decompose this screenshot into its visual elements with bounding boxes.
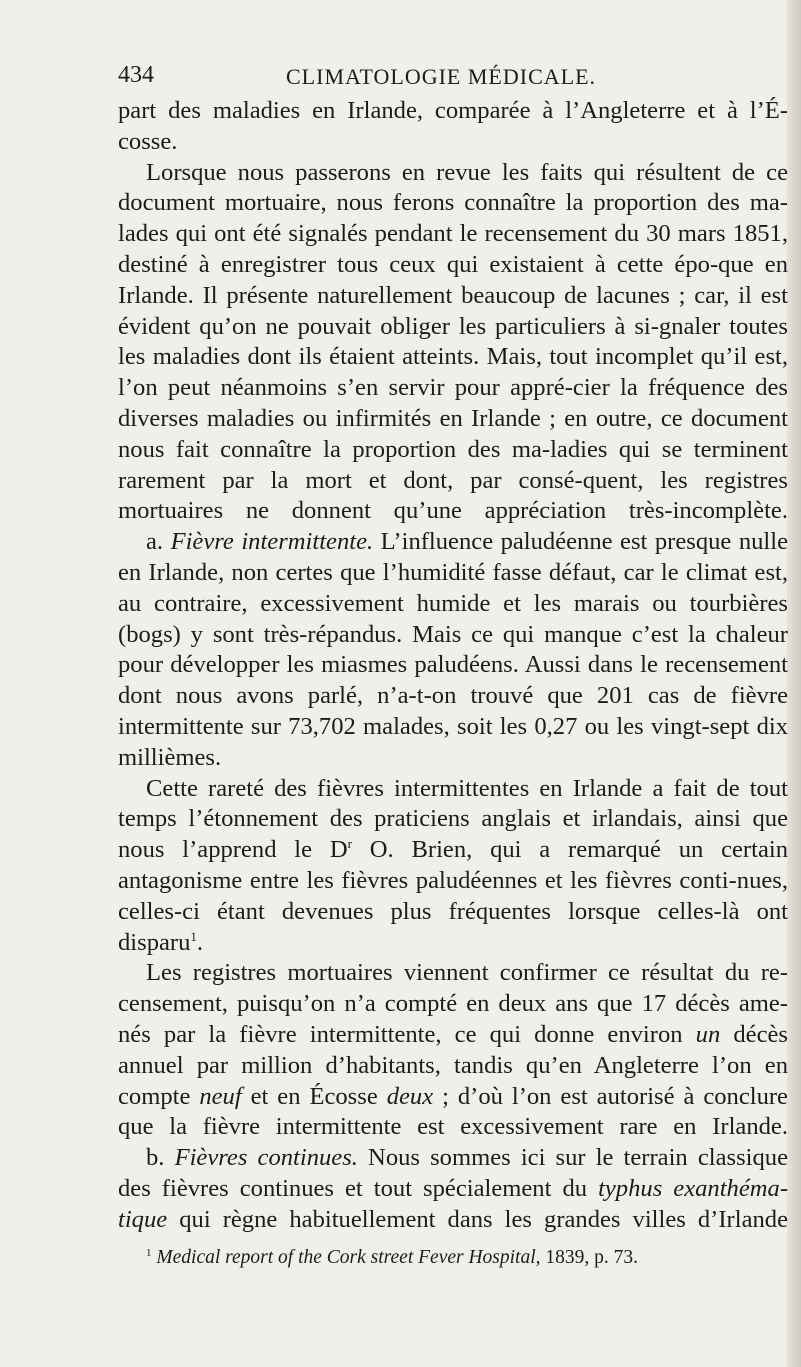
doctor-abbrev-superscript: r	[347, 836, 352, 852]
emphasis-deux: deux	[386, 1082, 434, 1110]
emphasis-neuf: neuf	[199, 1082, 242, 1110]
paragraph-text: Cette rareté des fièvres intermittentes en Irlande a fait de tout temps l’étonnement des praticiens anglais et irlandais, ainsi que nous l’apprend le D	[118, 774, 788, 864]
footnote-reference[interactable]: 1	[190, 928, 197, 944]
book-page	[118, 62, 788, 1271]
paragraph-continuous-fevers	[118, 1143, 788, 1235]
paragraph-text: et en Écosse	[241, 1082, 387, 1110]
emphasis-typhus: typhus exanthéma-tique	[118, 1174, 789, 1233]
paragraph-text: ; d’où l’on est autorisé à conclure que la fièvre intermittente est excessivement rare en Irlande.	[118, 1082, 788, 1141]
section-title-intermittent-fever: Fièvre intermittente.	[170, 528, 374, 556]
section-marker-b: b.	[146, 1144, 165, 1172]
footnote-source-title: Medical report of the Cork street Fever Hospital	[156, 1247, 536, 1269]
paragraph-text: Nous sommes ici sur le terrain classique des fièvres continues et tout spécialement du	[118, 1144, 788, 1202]
paragraph-text: .	[196, 928, 204, 956]
page-number: 434	[118, 62, 154, 88]
paragraph-continuation: part des maladies en Irlande, comparée à l’Angleterre et à l’É-cosse.	[118, 97, 788, 155]
footnote-citation: , 1839, p. 73.	[535, 1247, 639, 1269]
section-title-continuous-fevers: Fièvres continues.	[174, 1144, 358, 1172]
paragraph-text: qui règne habituellement dans les grandes villes d’Irlande	[167, 1205, 788, 1233]
body-text	[118, 96, 788, 1235]
footnote	[118, 1245, 788, 1271]
footnote-number: 1	[146, 1247, 152, 1260]
running-head-title: CLIMATOLOGIE MÉDICALE.	[286, 64, 597, 89]
paragraph-text: O. Brien, qui a remarqué un certain antagonisme entre les fièvres paludéennes et les fièvres conti-nues, celles-ci étant devenues plus fréquentes lorsque celles-là ont disparu	[118, 836, 788, 956]
paragraph-intermittent-fever	[118, 527, 788, 773]
paragraph-census: Lorsque nous passerons en revue les faits qui résultent de ce document mortuaire, nous ferons connaître la proportion des ma-lades qui ont été signalés pendant le recensement du 30 mars 1851, destiné à enregistrer tous ceux qui existaient à cette épo-que en Irlande. Il présente naturellement beaucoup de lacunes ; car, il est évident qu’on ne pouvait obliger les particuliers à si-gnaler toutes les maladies dont ils étaient atteints. Mais, tout incomplet qu’il est, l’on peut néanmoins s’en servir pour appré-cier la fréquence des diverses maladies ou infirmités en Irlande ; en outre, ce document nous fait connaître la proportion des ma-ladies qui se terminent rarement par la mort et dont, par consé-quent, les registres mortuaires ne donnent qu’une appréciation très-incomplète.	[118, 158, 788, 525]
paragraph-rarity	[118, 774, 788, 959]
paragraph-text: L’influence paludéenne est presque nulle en Irlande, non certes que l’humidité fasse défaut, car le climat est, au contraire, excessivement humide et les marais ou tourbières (bogs) y sont très-répandus. Mais ce qui manque c’est la chaleur pour développer les miasmes paludéens. Aussi dans le recensement dont nous avons parlé, n’a-t-on trouvé que 201 cas de fièvre intermittente sur 73,702 malades, soit les 0,27 ou les vingt-sept dix millièmes.	[118, 528, 789, 771]
page-edge-shadow	[787, 0, 801, 1367]
section-marker-a: a.	[146, 528, 164, 556]
paragraph-text: Les registres mortuaires viennent confirmer ce résultat du re-censement, puisqu’on n’a compté en deux ans que 17 décès ame-nés par la fièvre intermittente, ce qui donne environ	[118, 959, 788, 1048]
emphasis-un: un	[695, 1020, 721, 1048]
running-header	[118, 62, 788, 96]
paragraph-mortuary-registers	[118, 958, 788, 1143]
paragraph-text: décès annuel par million d’habitants, tandis qu’en Angleterre l’on en compte	[118, 1020, 788, 1110]
